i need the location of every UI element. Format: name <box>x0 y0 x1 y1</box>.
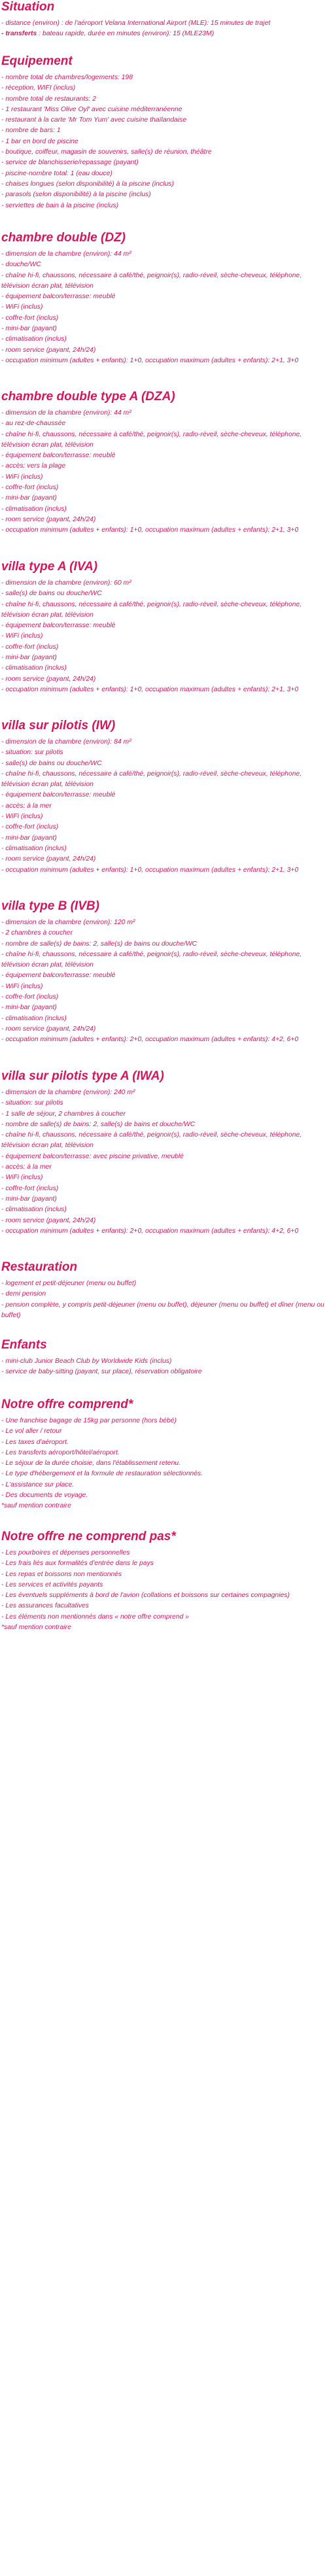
list-item-text: - accès: à la mer <box>1 1163 52 1171</box>
list-item <box>1 642 324 653</box>
list-item-text: - room service (payant, 24h/24) <box>1 675 96 683</box>
section-chambre-double-type-a <box>1 390 324 536</box>
section-list-equipement <box>1 73 324 211</box>
section-list-offre-ne-comprend-pas <box>1 1548 324 1623</box>
list-item-text: - Les transferts aéroport/hôtel/aéroport. <box>1 1449 120 1456</box>
list-item <box>1 324 324 334</box>
list-item-text: - mini-bar (payant) <box>1 654 57 662</box>
list-item-text: - douche/WC <box>1 261 41 269</box>
list-item <box>1 865 324 876</box>
list-item-text: - pension complète, y compris petit-déjeuner (menu ou buffet), déjeuner (menu ou buffet) et dîner (menu ou buffet) <box>1 1301 324 1319</box>
section-villa-sur-pilotis <box>1 719 324 876</box>
list-item-text: - accès: vers la plage <box>1 462 66 470</box>
section-title-enfants: Enfants <box>1 1338 47 1352</box>
list-item-text: - room service (payant, 24h/24) <box>1 855 96 863</box>
section-title-restauration: Restauration <box>1 1260 78 1274</box>
list-item-text: - serviettes de bain à la piscine (inclus) <box>1 201 119 209</box>
list-item-text: - chaîne hi-fi, chaussons, nécessaire à café/thé, peignoir(s), radio-réveil, sèche-cheveux, téléphone, télévision écran plat, télévision <box>1 770 302 789</box>
list-item-text: - équipement balcon/terrasse: meublé <box>1 622 116 630</box>
list-item <box>1 1367 324 1377</box>
list-item-text: - WiFi (inclus) <box>1 1174 43 1182</box>
list-item-text: - dimension de la chambre (environ): 44 m² <box>1 409 131 417</box>
list-item-text: - climatisation (inclus) <box>1 1206 67 1214</box>
list-item <box>1 631 324 642</box>
list-item-text: - coffre-fort (inclus) <box>1 1184 59 1192</box>
list-item <box>1 1109 324 1120</box>
list-item <box>1 1130 324 1152</box>
list-item <box>1 844 324 854</box>
section-title-villa-type-a: villa type A (IVA) <box>1 560 98 574</box>
list-item-text: - mini-bar (payant) <box>1 834 57 842</box>
section-list-villa-type-b <box>1 918 324 1046</box>
list-item <box>1 137 324 147</box>
section-list-enfants <box>1 1356 324 1378</box>
list-item <box>1 334 324 345</box>
list-item-text: - coffre-fort (inclus) <box>1 823 59 831</box>
list-item <box>1 747 324 758</box>
section-list-offre-comprend <box>1 1416 324 1501</box>
list-item-text: - climatisation (inclus) <box>1 335 67 343</box>
list-item <box>1 578 324 589</box>
list-item <box>1 1590 324 1601</box>
list-item-text: - chaîne hi-fi, chaussons, nécessaire à café/thé, peignoir(s), radio-réveil, sèche-cheveux, téléphone, télévision écran plat, télévision <box>1 950 302 969</box>
list-item <box>1 801 324 812</box>
list-item-text: - accès: à la mer <box>1 802 52 810</box>
list-item-text: - Les pourboires et dépenses personnelles <box>1 1549 130 1556</box>
list-item <box>1 292 324 302</box>
list-item <box>1 105 324 115</box>
list-item-text: - Les assurances facultatives <box>1 1602 89 1610</box>
list-item <box>1 1098 324 1108</box>
list-item-text: - 1 restaurant 'Miss Olive Oyl' avec cuisine méditerranéenne <box>1 105 182 113</box>
list-item <box>1 833 324 844</box>
footnote: *sauf mention contraire <box>1 1502 71 1510</box>
list-item <box>1 147 324 158</box>
list-item <box>1 115 324 126</box>
list-item-text: - WiFi (inclus) <box>1 473 43 481</box>
list-item <box>1 1580 324 1590</box>
list-item-text: - WiFi (inclus) <box>1 813 43 821</box>
list-item <box>1 419 324 429</box>
list-item-text: - boutique, coiffeur, magasin de souvenirs, salle(s) de réunion, théâtre <box>1 148 212 156</box>
list-item-text: - situation: sur pilotis <box>1 749 63 757</box>
list-item <box>1 313 324 324</box>
list-item-text: - chaîne hi-fi, chaussons, nécessaire à café/thé, peignoir(s), radio-réveil, sèche-cheveux, téléphone, télévision écran plat, télévision <box>1 430 302 449</box>
list-item <box>1 663 324 674</box>
list-item-text: - équipement balcon/terrasse: meublé <box>1 293 116 301</box>
list-item <box>1 589 324 599</box>
list-item <box>1 1279 324 1289</box>
list-item <box>1 126 324 136</box>
list-item <box>1 29 324 39</box>
list-item-text: - 2 chambres à coucher <box>1 929 73 937</box>
list-item-text: - nombre total de chambres/logements: 198 <box>1 74 133 81</box>
list-item <box>1 1003 324 1013</box>
section-title-villa-sur-pilotis-type-a: villa sur pilotis type A (IWA) <box>1 1069 164 1083</box>
list-item <box>1 918 324 928</box>
list-item <box>1 1014 324 1024</box>
section-list-villa-sur-pilotis-type-a <box>1 1088 324 1237</box>
section-offre-comprend <box>1 1398 324 1511</box>
list-item-text: - parasols (selon disponibilité) à la piscine (inclus) <box>1 191 151 199</box>
list-item-text: - occupation minimum (adultes + enfants): 1+0, occupation maximum (adultes + enfants): 2+1, 3+0 <box>1 356 299 364</box>
list-item <box>1 461 324 472</box>
list-item-text: - WiFi (inclus) <box>1 982 43 990</box>
list-item-text: - mini-bar (payant) <box>1 1195 57 1203</box>
footnote: *sauf mention contraire <box>1 1624 71 1632</box>
list-item-text: - Les éléments non mentionnés dans « notre offre comprend » <box>1 1613 190 1621</box>
list-item <box>1 179 324 190</box>
section-equipement <box>1 54 324 211</box>
list-item-text: - situation: sur pilotis <box>1 1099 63 1107</box>
list-item-text: - coffre-fort (inclus) <box>1 484 59 492</box>
list-item <box>1 1548 324 1558</box>
list-item <box>1 854 324 865</box>
list-item <box>1 1035 324 1045</box>
list-item <box>1 1437 324 1448</box>
section-title-chambre-double-type-a: chambre double type A (DZA) <box>1 390 175 404</box>
list-item <box>1 1088 324 1098</box>
list-item <box>1 94 324 105</box>
list-item-text: - Des documents de voyage. <box>1 1492 88 1500</box>
list-item-text: - mini-bar (payant) <box>1 1004 57 1012</box>
list-item-text: - équipement balcon/terrasse: meublé <box>1 791 116 799</box>
list-item <box>1 1601 324 1611</box>
list-item-text: - climatisation (inclus) <box>1 505 67 513</box>
list-item <box>1 1152 324 1162</box>
list-item <box>1 950 324 971</box>
list-item-text: - demi pension <box>1 1290 46 1298</box>
list-item-text: - coffre-fort (inclus) <box>1 314 59 322</box>
list-item-text: - service de baby-sitting (payant, sur place), réservation obligatoire <box>1 1368 202 1376</box>
list-item <box>1 1162 324 1173</box>
section-chambre-double <box>1 231 324 366</box>
list-item <box>1 1194 324 1205</box>
list-item-text: - équipement balcon/terrasse: meublé <box>1 452 116 460</box>
section-villa-type-a <box>1 560 324 695</box>
list-item <box>1 1184 324 1194</box>
list-item <box>1 685 324 695</box>
list-item-text: - L'assistance sur place. <box>1 1481 75 1488</box>
list-item-text: - Le séjour de la durée choisie, dans l'établissement retenu. <box>1 1460 181 1468</box>
list-item <box>1 822 324 833</box>
list-item <box>1 271 324 292</box>
section-enfants <box>1 1338 324 1378</box>
list-item <box>1 1490 324 1501</box>
list-item-text: - mini-club Junior Beach Club by Worldwide Kids (inclus) <box>1 1358 172 1365</box>
list-item-text: - room service (payant, 24h/24) <box>1 346 96 354</box>
list-item <box>1 260 324 270</box>
list-item-text: - Les taxes d'aéroport. <box>1 1438 69 1446</box>
list-item-text: - Les services et activités payants <box>1 1581 103 1589</box>
list-item-text: - dimension de la chambre (environ): 60 m² <box>1 579 131 587</box>
list-item-text: - 1 salle de séjour, 2 chambres à coucher <box>1 1110 126 1118</box>
list-item <box>1 472 324 483</box>
list-item-text: - occupation minimum (adultes + enfants): 1+0, occupation maximum (adultes + enfants): 2+1, 3+0 <box>1 685 299 693</box>
list-item-text: - occupation minimum (adultes + enfants): 2+0, occupation maximum (adultes + enfants): 4+2, 6+0 <box>1 1227 299 1235</box>
list-item <box>1 790 324 800</box>
list-item <box>1 515 324 525</box>
section-title-offre-comprend: Notre offre comprend* <box>1 1398 133 1411</box>
list-item <box>1 1469 324 1479</box>
list-item-text: - équipement balcon/terrasse: avec piscine privative, meublé <box>1 1152 184 1160</box>
list-item <box>1 493 324 504</box>
list-item-text: - Les frais liés aux formalités d'entrée dans le pays <box>1 1560 154 1568</box>
section-list-chambre-double <box>1 249 324 366</box>
list-item-text: - dimension de la chambre (environ): 240 m² <box>1 1089 135 1096</box>
list-item <box>1 73 324 83</box>
list-item-text: - au rez-de-chaussée <box>1 420 66 428</box>
section-situation <box>1 0 324 40</box>
list-item-text: - Le vol aller / retour <box>1 1428 62 1435</box>
list-item-text: - nombre total de restaurants: 2 <box>1 95 96 103</box>
list-item-text: - nombre de salle(s) de bains: 2, salle(s) de bains ou douche/WC <box>1 940 198 948</box>
list-item <box>1 1416 324 1426</box>
list-item <box>1 1612 324 1623</box>
list-item-text: : bateau rapide, durée en minutes (environ): 15 (MLE23M) <box>39 30 215 38</box>
list-item <box>1 653 324 663</box>
section-title-offre-ne-comprend-pas: Notre offre ne comprend pas* <box>1 1530 176 1543</box>
section-offre-ne-comprend-pas <box>1 1530 324 1633</box>
list-item <box>1 600 324 621</box>
section-list-chambre-double-type-a <box>1 408 324 536</box>
list-item-text: - coffre-fort (inclus) <box>1 993 59 1001</box>
section-villa-type-b <box>1 899 324 1046</box>
list-item <box>1 345 324 356</box>
list-item <box>1 812 324 822</box>
list-item <box>1 408 324 419</box>
list-item <box>1 356 324 366</box>
list-item <box>1 759 324 769</box>
section-list-situation <box>1 18 324 40</box>
list-item-text: - chaîne hi-fi, chaussons, nécessaire à café/thé, peignoir(s), radio-réveil, sèche-cheveux, téléphone, télévision écran plat, télévision <box>1 1131 302 1150</box>
list-item <box>1 674 324 685</box>
list-item <box>1 1300 324 1322</box>
list-item-text: - WiFi (inclus) <box>1 303 43 311</box>
list-item-text: - Le type d'hébergement et la formule de restauration sélectionnés. <box>1 1470 203 1478</box>
section-title-equipement: Equipement <box>1 54 73 68</box>
section-restauration <box>1 1260 324 1321</box>
list-item-text: - chaîne hi-fi, chaussons, nécessaire à café/thé, peignoir(s), radio-réveil, sèche-cheveux, téléphone, télévision écran plat, télévision <box>1 600 302 619</box>
section-villa-sur-pilotis-type-a <box>1 1069 324 1237</box>
section-title-villa-sur-pilotis: villa sur pilotis (IW) <box>1 719 116 732</box>
list-item <box>1 928 324 938</box>
list-item <box>1 1356 324 1367</box>
list-item <box>1 483 324 493</box>
list-item <box>1 1558 324 1569</box>
list-item-text: - room service (payant, 24h/24) <box>1 515 96 523</box>
list-item <box>1 1426 324 1437</box>
section-list-villa-sur-pilotis <box>1 737 324 876</box>
list-item <box>1 621 324 631</box>
list-item <box>1 190 324 200</box>
list-item-text: - Une franchise bagage de 15kg par personne (hors bébé) <box>1 1417 177 1424</box>
list-item <box>1 1458 324 1469</box>
list-item-text: - Les éventuels suppléments à bord de l'avion (collations et boissons sur certaines compagnies) <box>1 1592 290 1600</box>
list-item-text: - dimension de la chambre (environ): 44 m² <box>1 250 131 258</box>
list-item-text: - WiFi (inclus) <box>1 632 43 640</box>
list-item <box>1 1480 324 1490</box>
list-item-text: - mini-bar (payant) <box>1 494 57 502</box>
list-item <box>1 18 324 29</box>
list-item-text: - restaurant à la carte 'Mr Tom Yum' avec cuisine thaïlandaise <box>1 116 187 124</box>
list-item <box>1 158 324 168</box>
list-item-text: - salle(s) de bains ou douche/WC <box>1 590 102 598</box>
list-item-text: - room service (payant, 24h/24) <box>1 1216 96 1224</box>
list-item <box>1 970 324 981</box>
list-item <box>1 504 324 515</box>
list-item-text: - Les repas et boissons non mentionnés <box>1 1570 122 1578</box>
list-item-text: - occupation minimum (adultes + enfants): 2+0, occupation maximum (adultes + enfants): 4+2, 6+0 <box>1 1036 299 1044</box>
list-item-label: - transferts <box>1 30 37 38</box>
list-item <box>1 1289 324 1299</box>
list-item <box>1 1216 324 1226</box>
list-item-text: - service de blanchisserie/repassage (payant) <box>1 159 139 167</box>
list-item <box>1 169 324 179</box>
list-item-text: - salle(s) de bains ou douche/WC <box>1 759 102 767</box>
section-title-villa-type-b: villa type B (IVB) <box>1 899 99 913</box>
list-item <box>1 201 324 211</box>
list-item <box>1 737 324 747</box>
list-item <box>1 1448 324 1458</box>
list-item <box>1 939 324 950</box>
list-item-text: - climatisation (inclus) <box>1 1014 67 1022</box>
list-item-text: - climatisation (inclus) <box>1 844 67 852</box>
list-item-text: - 1 bar en bord de piscine <box>1 137 78 145</box>
list-item-text: - piscine-nombre total: 1 (eau douce) <box>1 169 112 177</box>
list-item <box>1 982 324 992</box>
list-item <box>1 249 324 260</box>
list-item-text: - room service (payant, 24h/24) <box>1 1025 96 1033</box>
list-item-text: - occupation minimum (adultes + enfants): 1+0, occupation maximum (adultes + enfants): 2+1, 3+0 <box>1 526 299 534</box>
list-item-text: - chaîne hi-fi, chaussons, nécessaire à café/thé, peignoir(s), radio-réveil, sèche-cheveux, téléphone, télévision écran plat, télévision <box>1 271 302 290</box>
list-item-text: - chaises longues (selon disponibilité) à la piscine (inclus) <box>1 180 174 188</box>
list-item-text: - mini-bar (payant) <box>1 325 57 333</box>
list-item <box>1 83 324 94</box>
list-item-text: - distance (environ) : de l'aéroport Velana International Airport (MLE): 15 minutes de trajet <box>1 20 271 27</box>
section-list-villa-type-a <box>1 578 324 695</box>
list-item <box>1 1024 324 1035</box>
list-item <box>1 769 324 791</box>
list-item-text: - climatisation (inclus) <box>1 664 67 672</box>
list-item <box>1 525 324 536</box>
list-item-text: - réception, WIFI (inclus) <box>1 84 76 92</box>
list-item-text: - dimension de la chambre (environ): 120 m² <box>1 919 135 926</box>
list-item <box>1 1120 324 1130</box>
list-item <box>1 1570 324 1580</box>
section-title-chambre-double: chambre double (DZ) <box>1 231 126 245</box>
list-item <box>1 451 324 461</box>
list-item <box>1 302 324 313</box>
list-item-text: - logement et petit-déjeuner (menu ou buffet) <box>1 1280 137 1287</box>
list-item-text: - occupation minimum (adultes + enfants): 1+0, occupation maximum (adultes + enfants): 2+1, 3+0 <box>1 866 299 874</box>
list-item <box>1 1205 324 1215</box>
list-item-text: - nombre de bars: 1 <box>1 127 61 135</box>
list-item <box>1 992 324 1003</box>
list-item-text: - équipement balcon/terrasse: meublé <box>1 972 116 980</box>
list-item-text: - nombre de salle(s) de bains: 2, salle(s) de bains et douche/WC <box>1 1120 196 1128</box>
list-item <box>1 1226 324 1237</box>
list-item-text: - dimension de la chambre (environ): 84 m² <box>1 738 131 746</box>
section-title-situation: Situation <box>1 0 55 14</box>
list-item-text: - coffre-fort (inclus) <box>1 643 59 651</box>
list-item <box>1 1173 324 1183</box>
section-list-restauration <box>1 1279 324 1321</box>
list-item <box>1 430 324 451</box>
